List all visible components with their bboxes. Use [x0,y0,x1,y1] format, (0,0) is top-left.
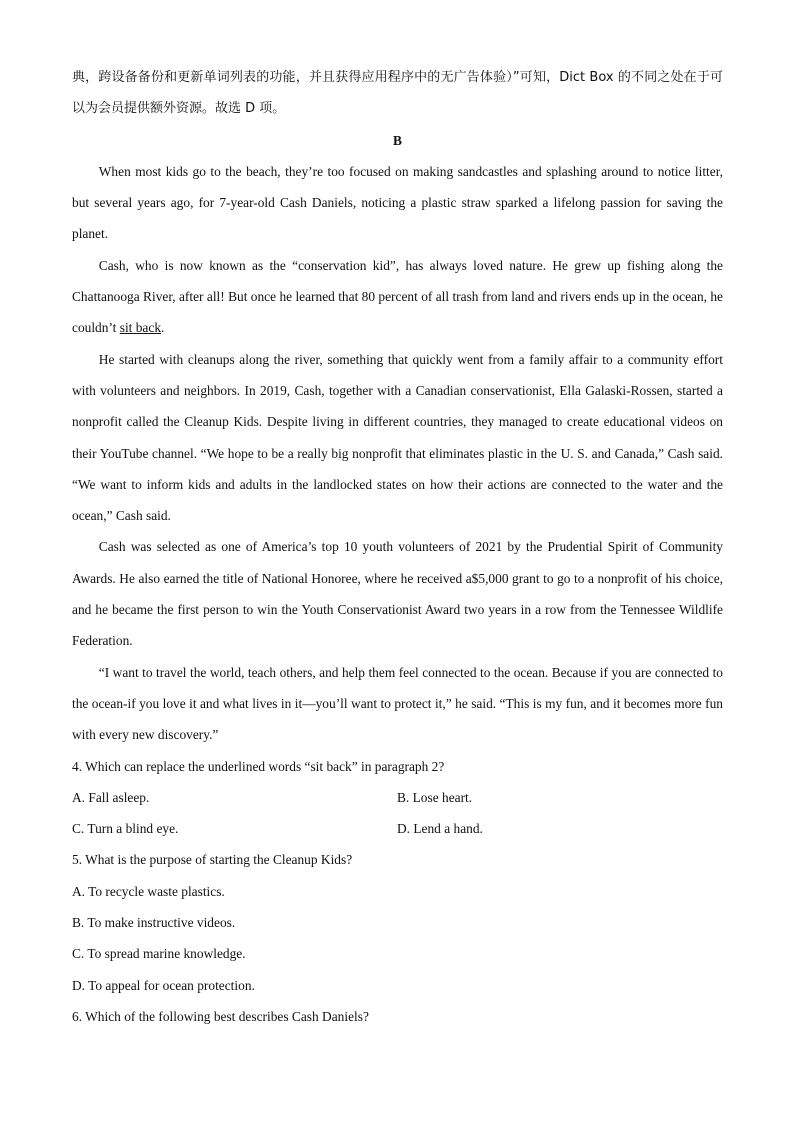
question-4-options-row-2 [72,813,723,844]
option-b: B. Lose heart. [397,789,473,805]
explanation-text: 典，跨设备备份和更新单词列表的功能，并且获得应用程序中的无广告体验）”可知，Dict Box 的不同之处在于可以为会员提供额外资源。故选 D 项。 [72,70,723,117]
question-6-stem: 6. Which of the following best describes Cash Daniels? [72,1008,369,1024]
question-4 [72,751,723,845]
question-5-stem: 5. What is the purpose of starting the Cleanup Kids? [72,852,353,868]
passage-paragraph-4: Cash was selected as one of America’s top 10 youth volunteers of 2021 by the Prudential Spirit of Community Awards. He also earned the title of National Honoree, where he received a$5,000 grant to go to a nonprofit of his choice, and he became the first person to win the Youth Conservationist Award two years in a row from the Tennessee Wildlife Federation. [72,539,723,649]
passage-paragraph-1: When most kids go to the beach, they’re too focused on making sandcastles and splashing around to notice litter, but several years ago, for 7-year-old Cash Daniels, noticing a plastic straw sparked a lifelong passion for saving the planet. [72,163,723,242]
option-a: A. To recycle waste plastics. [72,883,225,899]
question-4-options-row-1 [72,782,723,813]
section-heading: B [393,132,402,148]
passage-paragraph-3: He started with cleanups along the river, something that quickly went from a family affair to a community effort with volunteers and neighbors. In 2019, Cash, together with a Canadian conservationist, Ella Galaski-Rossen, started a nonprofit called the Cleanup Kids. Despite living in different countries, they managed to create educational videos on their YouTube channel. “We hope to be a really big nonprofit that eliminates plastic in the U. S. and Canada,” Cash said. “We want to inform kids and adults in the landlocked states on how their actions are connected to the water and the ocean,” Cash said. [72,351,723,524]
passage-paragraph-2 [72,250,723,344]
question-5 [72,844,723,1000]
option-d: D. To appeal for ocean protection. [72,977,255,993]
option-c: C. To spread marine knowledge. [72,946,246,962]
passage-paragraph-5: “I want to travel the world, teach others, and help them feel connected to the ocean. Because if you are connected to the ocean-if you love it and what lives in it—you’ll want to protect it,” he said. “This is my fun, and it becomes more fun with every new discovery.” [72,664,723,743]
option-c: C. Turn a blind eye. [72,821,179,837]
option-d: D. Lend a hand. [397,821,483,837]
question-4-stem: 4. Which can replace the underlined words “sit back” in paragraph 2? [72,758,445,774]
option-b: B. To make instructive videos. [72,915,236,931]
question-6 [72,1001,723,1032]
option-a: A. Fall asleep. [72,789,150,805]
paragraph-2-text: Cash, who is now known as the “conservation kid”, has always loved nature. He grew up fishing along the Chattanooga River, after all! But once he learned that 80 percent of all trash from land and rivers ends up in the ocean, he couldn’t [72,257,723,336]
paragraph-2-end: . [161,320,165,336]
underlined-phrase: sit back [119,320,162,336]
